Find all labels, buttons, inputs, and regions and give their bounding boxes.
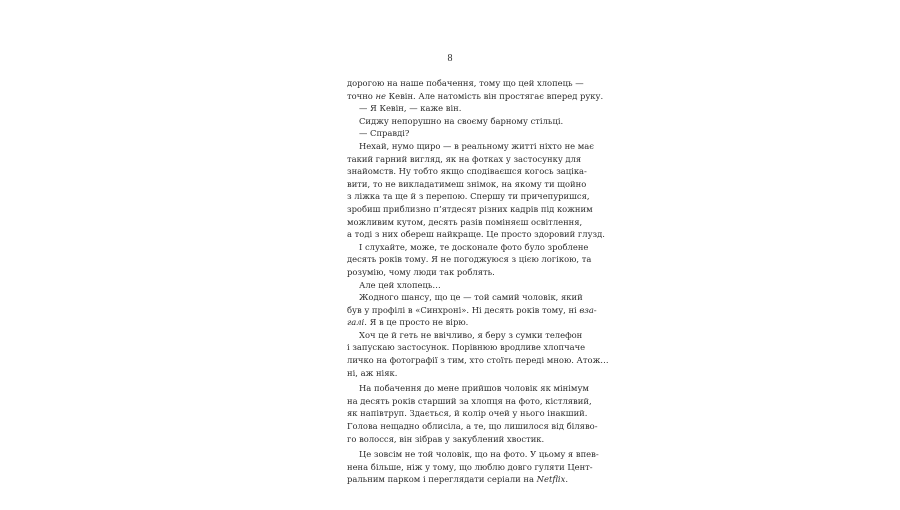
text-run: Але цей хлопець…	[359, 279, 441, 290]
text-line	[347, 329, 583, 342]
text-run: з ліжка та ще й з перепою. Спершу ти причепуришся,	[347, 191, 590, 202]
text-line	[347, 279, 573, 292]
text-line	[347, 165, 587, 178]
text-line	[347, 304, 597, 317]
text-line	[347, 115, 573, 128]
italic-run: не	[375, 90, 386, 101]
text-line	[347, 241, 589, 254]
text-run: точно	[347, 90, 376, 101]
text-run: Жодного шансу, що це — той самий чоловік, який	[359, 292, 583, 303]
text-run: . Я в це просто не вірю.	[364, 317, 469, 328]
italic-run: Netflix	[536, 474, 566, 485]
text-line	[347, 140, 594, 153]
text-run: десять років тому. Я не погоджуюся з цією логікою, та	[347, 254, 592, 265]
text-line	[347, 448, 599, 461]
text-run: зробиш приблизно п’ятдесят різних кадрів під кожним	[347, 203, 593, 214]
text-run: вити, то не викладатимеш знімок, на якому ти щойно	[347, 178, 587, 189]
text-line	[347, 216, 583, 229]
text-run: дорогою на наше побачення, тому що цей хлопець —	[347, 78, 584, 88]
text-run: як напівтруп. Здається, й колір очей у нього інакший.	[347, 408, 588, 419]
body-text	[347, 77, 609, 486]
text-line	[347, 341, 586, 354]
text-line	[347, 102, 573, 115]
text-run: Це зовсім не той чоловік, що на фото. У цьому я впев-	[359, 449, 599, 460]
text-run: Хоч це й геть не ввічливо, я беру з сумки телефон	[359, 329, 583, 340]
text-line	[347, 266, 573, 279]
text-line	[347, 253, 592, 266]
text-run: такий гарний вигляд, як на фотках у застосунку для	[347, 153, 582, 164]
text-run: нена більше, ніж у тому, що люблю довго гуляти Цент-	[347, 461, 593, 472]
text-run: розумію, чому люди так роблять.	[347, 266, 495, 277]
text-line	[347, 203, 593, 216]
text-run: Сиджу непорушно на своєму барному стільці.	[359, 115, 564, 126]
text-run: знайомств. Ну тобто якщо сподіваєшся когось заціка-	[347, 166, 587, 177]
italic-run: вза-	[579, 304, 597, 315]
text-run: — Я Кевін, — каже він.	[359, 103, 462, 114]
text-line	[347, 461, 593, 474]
text-line	[347, 77, 584, 90]
text-run: личко на фотографії з тим, хто стоїть переді мною. Атож…	[347, 355, 609, 366]
text-run: можливим кутом, десять разів поміняєш освітлення,	[347, 216, 583, 227]
text-run: і запускаю застосунок. Порівнюю вродливе хлопчаче	[347, 342, 586, 353]
text-line	[347, 316, 573, 329]
text-line	[347, 420, 598, 433]
text-line	[347, 382, 589, 395]
text-line	[347, 473, 573, 486]
text-line	[347, 395, 592, 408]
text-run: Кевін. Але натомість він простягає вперед руку.	[385, 90, 604, 101]
text-line	[347, 407, 588, 420]
text-run: — Справді?	[359, 128, 410, 139]
text-run: Нехай, нумо щиро — в реальному житті ніхто не має	[359, 140, 594, 151]
text-line	[347, 90, 604, 103]
text-run: ні, аж ніяк.	[347, 367, 398, 378]
text-line	[347, 433, 573, 446]
text-run: І слухайте, може, те досконале фото було зроблене	[359, 241, 589, 252]
text-run: а тоді з них обереш найкраще. Це просто здоровий глузд.	[347, 229, 605, 240]
text-line	[347, 190, 590, 203]
text-line	[347, 291, 583, 304]
text-run: На побачення до мене прийшов чоловік як мінімум	[359, 383, 589, 394]
page-number: 8	[447, 53, 453, 64]
text-run: го волосся, він зібрав у закублений хвостик.	[347, 433, 545, 444]
text-run: Голова нещадно облисіла, а те, що лишилося від біляво-	[347, 421, 598, 432]
text-line	[347, 228, 605, 241]
italic-run: галі	[347, 317, 365, 328]
text-line	[347, 153, 582, 166]
text-run: був у профілі в «Синхроні». Ні десять років тому, ні	[347, 304, 580, 315]
text-run: ральним парком і переглядати серіали на	[347, 474, 537, 485]
text-line	[347, 178, 587, 191]
text-line	[347, 354, 609, 367]
text-line	[347, 367, 573, 380]
text-run: на десять років старший за хлопця на фото, кістлявий,	[347, 395, 592, 406]
text-run: .	[565, 474, 568, 485]
text-line	[347, 127, 573, 140]
